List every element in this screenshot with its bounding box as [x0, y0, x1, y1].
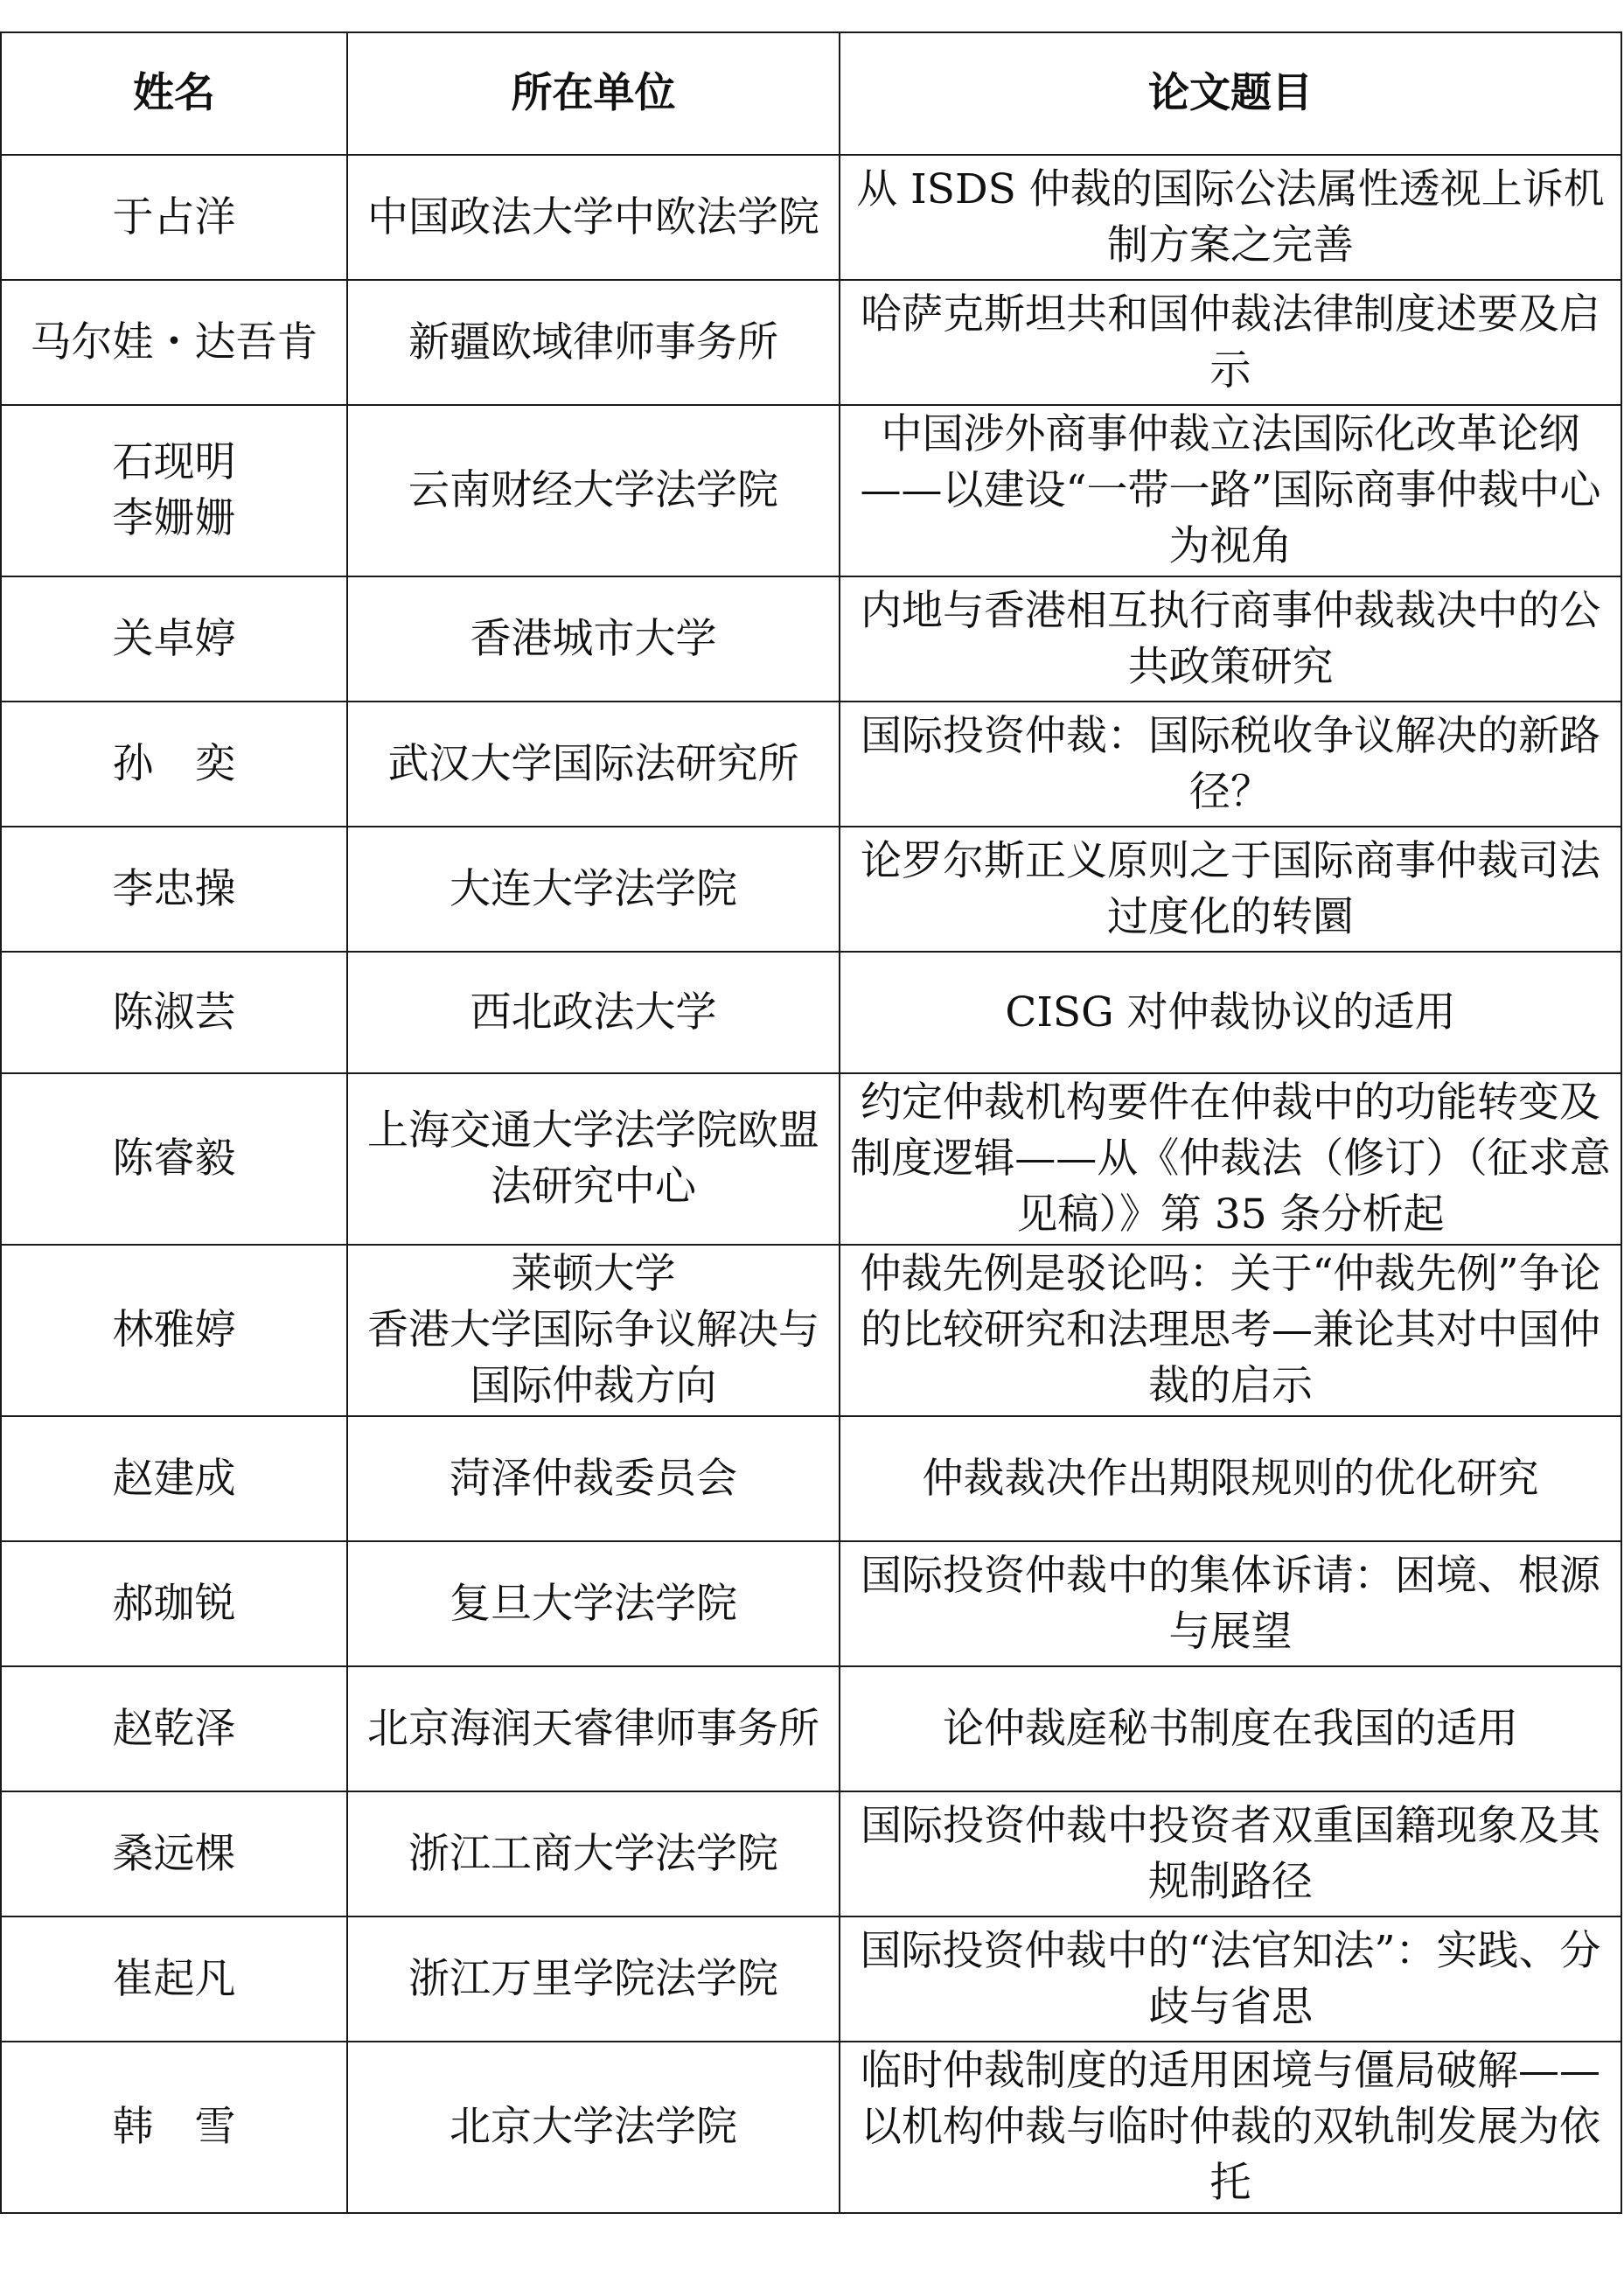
header-unit: 所在单位	[347, 32, 840, 155]
table-row	[1, 1541, 1621, 1666]
table-header	[1, 32, 1621, 155]
cell-name: 孙 奕	[1, 702, 347, 827]
cell-title: 国际投资仲裁中的“法官知法”：实践、分歧与省思	[840, 1916, 1621, 2042]
table-row	[1, 576, 1621, 702]
cell-name: 陈睿毅	[1, 1073, 347, 1245]
cell-title: 约定仲裁机构要件在仲裁中的功能转变及制度逻辑——从《仲裁法（修订）（征求意见稿）》第 35 条分析起	[840, 1073, 1621, 1245]
table-row	[1, 1666, 1621, 1791]
table-row	[1, 1916, 1621, 2042]
cell-unit: 大连大学法学院	[347, 827, 840, 952]
cell-unit: 北京海润天睿律师事务所	[347, 1666, 840, 1791]
cell-title: 国际投资仲裁中投资者双重国籍现象及其规制路径	[840, 1791, 1621, 1916]
cell-name: 赵乾泽	[1, 1666, 347, 1791]
cell-title: 仲裁裁决作出期限规则的优化研究	[840, 1416, 1621, 1541]
cell-title: CISG 对仲裁协议的适用	[840, 952, 1621, 1073]
cell-unit: 浙江工商大学法学院	[347, 1791, 840, 1916]
cell-name: 崔起凡	[1, 1916, 347, 2042]
table-row	[1, 2042, 1621, 2213]
table-row	[1, 280, 1621, 405]
cell-name: 林雅婷	[1, 1245, 347, 1416]
cell-unit: 复旦大学法学院	[347, 1541, 840, 1666]
cell-unit: 北京大学法学院	[347, 2042, 840, 2213]
cell-title: 论仲裁庭秘书制度在我国的适用	[840, 1666, 1621, 1791]
table-row	[1, 155, 1621, 280]
cell-name: 李忠操	[1, 827, 347, 952]
table-row	[1, 1245, 1621, 1416]
table-row	[1, 952, 1621, 1073]
cell-unit: 新疆欧域律师事务所	[347, 280, 840, 405]
header-name: 姓名	[1, 32, 347, 155]
cell-name: 石现明 李姗姗	[1, 405, 347, 576]
cell-title: 中国涉外商事仲裁立法国际化改革论纲——以建设“一带一路”国际商事仲裁中心为视角	[840, 405, 1621, 576]
table-row	[1, 702, 1621, 827]
cell-unit: 香港城市大学	[347, 576, 840, 702]
cell-title: 论罗尔斯正义原则之于国际商事仲裁司法过度化的转圜	[840, 827, 1621, 952]
cell-name: 于占洋	[1, 155, 347, 280]
cell-title: 临时仲裁制度的适用困境与僵局破解——以机构仲裁与临时仲裁的双轨制发展为依托	[840, 2042, 1621, 2213]
cell-title: 从 ISDS 仲裁的国际公法属性透视上诉机制方案之完善	[840, 155, 1621, 280]
cell-name: 陈淑芸	[1, 952, 347, 1073]
cell-unit: 武汉大学国际法研究所	[347, 702, 840, 827]
cell-title: 仲裁先例是驳论吗：关于“仲裁先例”争论的比较研究和法理思考—兼论其对中国仲裁的启示	[840, 1245, 1621, 1416]
cell-name: 赵建成	[1, 1416, 347, 1541]
cell-unit: 浙江万里学院法学院	[347, 1916, 840, 2042]
cell-name: 马尔娃・达吾肯	[1, 280, 347, 405]
table-row	[1, 1416, 1621, 1541]
cell-unit: 菏泽仲裁委员会	[347, 1416, 840, 1541]
cell-name: 韩 雪	[1, 2042, 347, 2213]
cell-title: 内地与香港相互执行商事仲裁裁决中的公共政策研究	[840, 576, 1621, 702]
cell-title: 哈萨克斯坦共和国仲裁法律制度述要及启示	[840, 280, 1621, 405]
cell-title: 国际投资仲裁：国际税收争议解决的新路径？	[840, 702, 1621, 827]
cell-name: 郝珈锐	[1, 1541, 347, 1666]
table-row	[1, 1073, 1621, 1245]
cell-title: 国际投资仲裁中的集体诉请：困境、根源与展望	[840, 1541, 1621, 1666]
cell-name: 桑远棵	[1, 1791, 347, 1916]
papers-table	[0, 31, 1622, 2214]
table-row	[1, 827, 1621, 952]
cell-unit: 莱顿大学 香港大学国际争议解决与国际仲裁方向	[347, 1245, 840, 1416]
header-title: 论文题目	[840, 32, 1621, 155]
table-row	[1, 405, 1621, 576]
cell-unit: 中国政法大学中欧法学院	[347, 155, 840, 280]
table-body	[1, 155, 1621, 2213]
table-row	[1, 1791, 1621, 1916]
cell-unit: 云南财经大学法学院	[347, 405, 840, 576]
cell-name: 关卓婷	[1, 576, 347, 702]
header-row	[1, 32, 1621, 155]
cell-unit: 上海交通大学法学院欧盟法研究中心	[347, 1073, 840, 1245]
cell-unit: 西北政法大学	[347, 952, 840, 1073]
